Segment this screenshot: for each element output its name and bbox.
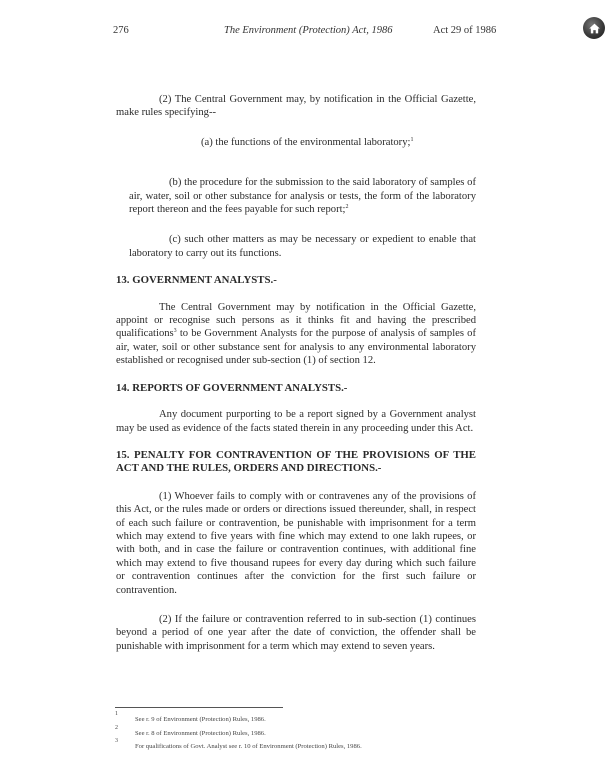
- section-13-text-part2: to be Government Analysts for the purpose of analysis of samples of air, water, soil or other substance sent for analysis to any environmental laboratory established or recognised under sub-section (1) of section 12.: [116, 328, 476, 367]
- clause-a: [201, 136, 476, 149]
- footnote-text: See r. 9 of Environment (Protection) Rules, 1986.: [135, 716, 266, 723]
- footnote-text: See r. 8 of Environment (Protection) Rules, 1986.: [135, 729, 266, 737]
- clause-b-text: (b) the procedure for the submission to the said laboratory of samples of air, water, soil or other substance for analysis or tests, the form of the laboratory report thereon and the fees payable for such report;: [129, 177, 476, 216]
- footnote-3: [115, 738, 515, 755]
- section-13-heading: 13. GOVERNMENT ANALYSTS.-: [116, 274, 277, 287]
- page-header: [0, 25, 609, 41]
- footnote-divider: [115, 707, 283, 708]
- home-icon[interactable]: [583, 17, 605, 39]
- section-15-para-1: (1) Whoever fails to comply with or contravenes any of the provisions of this Act, or the rules made or orders or directions issued thereunder, shall, in respect of each such failure or contravention, be punishable with imprisonment for a term which may extend to five years with fine which may extend to one lakh rupees, or with both, and in case the failure or contravention continues, with additional fine which may extend to five thousand rupees for every day during which such failure or contravention continues after the conviction for the first such failure or contravention.: [116, 490, 476, 596]
- home-glyph: [588, 22, 601, 35]
- clause-a-text: (a) the functions of the environmental laboratory;: [201, 136, 411, 148]
- footnote-ref-2[interactable]: 2: [345, 204, 349, 211]
- footnote-2: [115, 724, 515, 742]
- act-number: Act 29 of 1986: [433, 25, 497, 36]
- section-14-text: Any document purporting to be a report signed by a Government analyst may be used as evidence of the facts stated therein in any proceeding under this Act.: [116, 409, 476, 434]
- section-12-2-intro: (2) The Central Government may, by notification in the Official Gazette, make rules specifying--: [116, 94, 476, 119]
- footnote-ref-3[interactable]: 3: [173, 328, 177, 335]
- footnote-text: For qualifications of Govt. Analyst see r. 10 of Environment (Protection) Rules, 1986.: [135, 743, 362, 750]
- clause-b: [129, 176, 476, 216]
- footnotes: [115, 711, 515, 755]
- running-title: The Environment (Protection) Act, 1986: [224, 25, 393, 36]
- page-number: 276: [113, 25, 129, 36]
- section-13-text-part1: The Central Government may by notification in the Official Gazette, appoint or recognise such persons as it thinks fit and having the prescribed qualifications: [116, 301, 476, 340]
- section-14-heading: 14. REPORTS OF GOVERNMENT ANALYSTS.-: [116, 381, 348, 394]
- footnote-1: [115, 711, 515, 728]
- clause-c: (c) such other matters as may be necessary or expedient to enable that laboratory to carry out its functions.: [129, 234, 476, 259]
- footnote-ref-1[interactable]: 1: [410, 136, 414, 143]
- section-15-heading: 15. PENALTY FOR CONTRAVENTION OF THE PROVISIONS OF THE ACT AND THE RULES, ORDERS AND DIRECTIONS.-: [116, 448, 476, 475]
- footnote-number: 2: [115, 724, 118, 731]
- footnote-number: 1: [115, 711, 118, 717]
- page-body: [116, 93, 476, 653]
- section-13-text: [116, 301, 476, 368]
- footnote-number: 3: [115, 738, 118, 744]
- section-15-para-2: (2) If the failure or contravention referred to in sub-section (1) continues beyond a period of one year after the date of conviction, the offender shall be punishable with imprisonment for a term which may extend to seven years.: [116, 613, 476, 652]
